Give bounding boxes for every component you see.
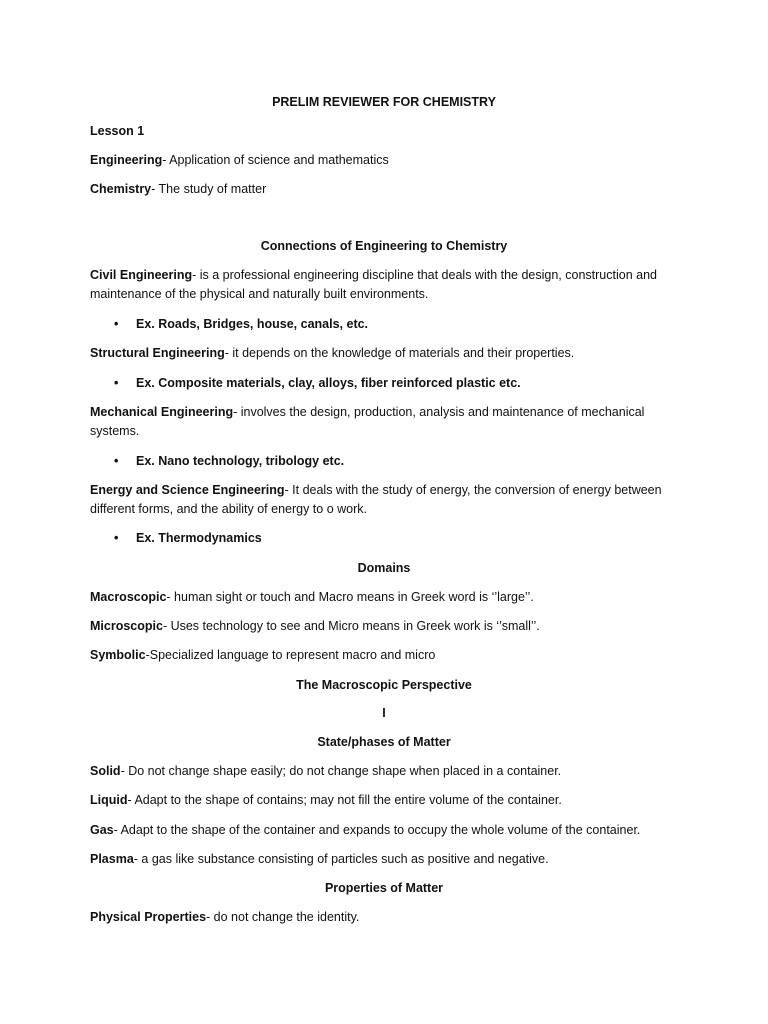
document-title: PRELIM REVIEWER FOR CHEMISTRY (272, 95, 496, 109)
connection-term: Mechanical Engineering (90, 405, 234, 419)
connection-text: - It deals with the study of energy, the conversion of energy between different forms, and the ability of energy to o work. (90, 483, 662, 516)
example-energy-science-engineering: Ex. Thermodynamics (136, 531, 262, 545)
connections-heading: Connections of Engineering to Chemistry (260, 239, 508, 253)
bullet-icon: • (114, 317, 119, 331)
example-civil-engineering: Ex. Roads, Bridges, house, canals, etc. (136, 317, 369, 331)
state-term: Plasma (90, 852, 134, 866)
state-text: - Do not change shape easily; do not change shape when placed in a container. (120, 764, 562, 778)
state-liquid (90, 791, 690, 810)
state-text: - Adapt to the shape of the container and expands to occupy the whole volume of the container. (113, 823, 641, 837)
properties-heading: Properties of Matter (324, 881, 444, 895)
state-term: Gas (90, 823, 114, 837)
definition-term: Engineering (90, 153, 163, 167)
domain-macroscopic (90, 588, 690, 607)
example-mechanical-engineering: Ex. Nano technology, tribology etc. (136, 454, 345, 468)
connection-term: Energy and Science Engineering (90, 483, 285, 497)
domain-text: - human sight or touch and Macro means in Greek word is ‘’large’’. (166, 590, 534, 604)
connection-text: - is a professional engineering discipline that deals with the design, construction and maintenance of the physical and naturally built environments. (90, 268, 657, 301)
property-term: Physical Properties (90, 910, 207, 924)
macroscopic-perspective-heading: The Macroscopic Perspective (296, 678, 472, 692)
domain-text: -Specialized language to represent macro and micro (145, 648, 436, 662)
domains-heading: Domains (357, 561, 411, 575)
domain-symbolic (90, 646, 690, 665)
state-text: - Adapt to the shape of contains; may not fill the entire volume of the container. (127, 793, 562, 807)
definition-text: - Application of science and mathematics (162, 153, 389, 167)
connection-civil-engineering (90, 266, 680, 304)
state-solid (90, 762, 690, 781)
state-plasma (90, 850, 690, 869)
property-text: - do not change the identity. (206, 910, 360, 924)
bullet-icon: • (114, 531, 119, 545)
definition-engineering (90, 151, 690, 170)
state-gas (90, 821, 690, 840)
definition-term: Chemistry (90, 182, 152, 196)
state-text: - a gas like substance consisting of particles such as positive and negative. (133, 852, 549, 866)
connection-mechanical-engineering (90, 403, 680, 441)
connection-text: - involves the design, production, analysis and maintenance of mechanical systems. (90, 405, 645, 438)
state-term: Liquid (90, 793, 128, 807)
lesson-label: Lesson 1 (90, 124, 145, 138)
section-numeral: I (382, 706, 386, 720)
connection-structural-engineering (90, 344, 690, 363)
connection-term: Structural Engineering (90, 346, 225, 360)
definition-text: - The study of matter (151, 182, 267, 196)
domain-term: Microscopic (90, 619, 163, 633)
connection-term: Civil Engineering (90, 268, 193, 282)
bullet-icon: • (114, 454, 119, 468)
connection-energy-science-engineering (90, 481, 680, 519)
domain-microscopic (90, 617, 690, 636)
state-term: Solid (90, 764, 121, 778)
bullet-icon: • (114, 376, 119, 390)
definition-chemistry (90, 180, 690, 199)
domain-term: Macroscopic (90, 590, 167, 604)
domain-text: - Uses technology to see and Micro means in Greek work is ‘’small’’. (162, 619, 540, 633)
property-physical (90, 908, 690, 927)
example-structural-engineering: Ex. Composite materials, clay, alloys, fiber reinforced plastic etc. (136, 376, 521, 390)
states-of-matter-heading: State/phases of Matter (317, 735, 451, 749)
connection-text: - it depends on the knowledge of materials and their properties. (224, 346, 575, 360)
domain-term: Symbolic (90, 648, 146, 662)
